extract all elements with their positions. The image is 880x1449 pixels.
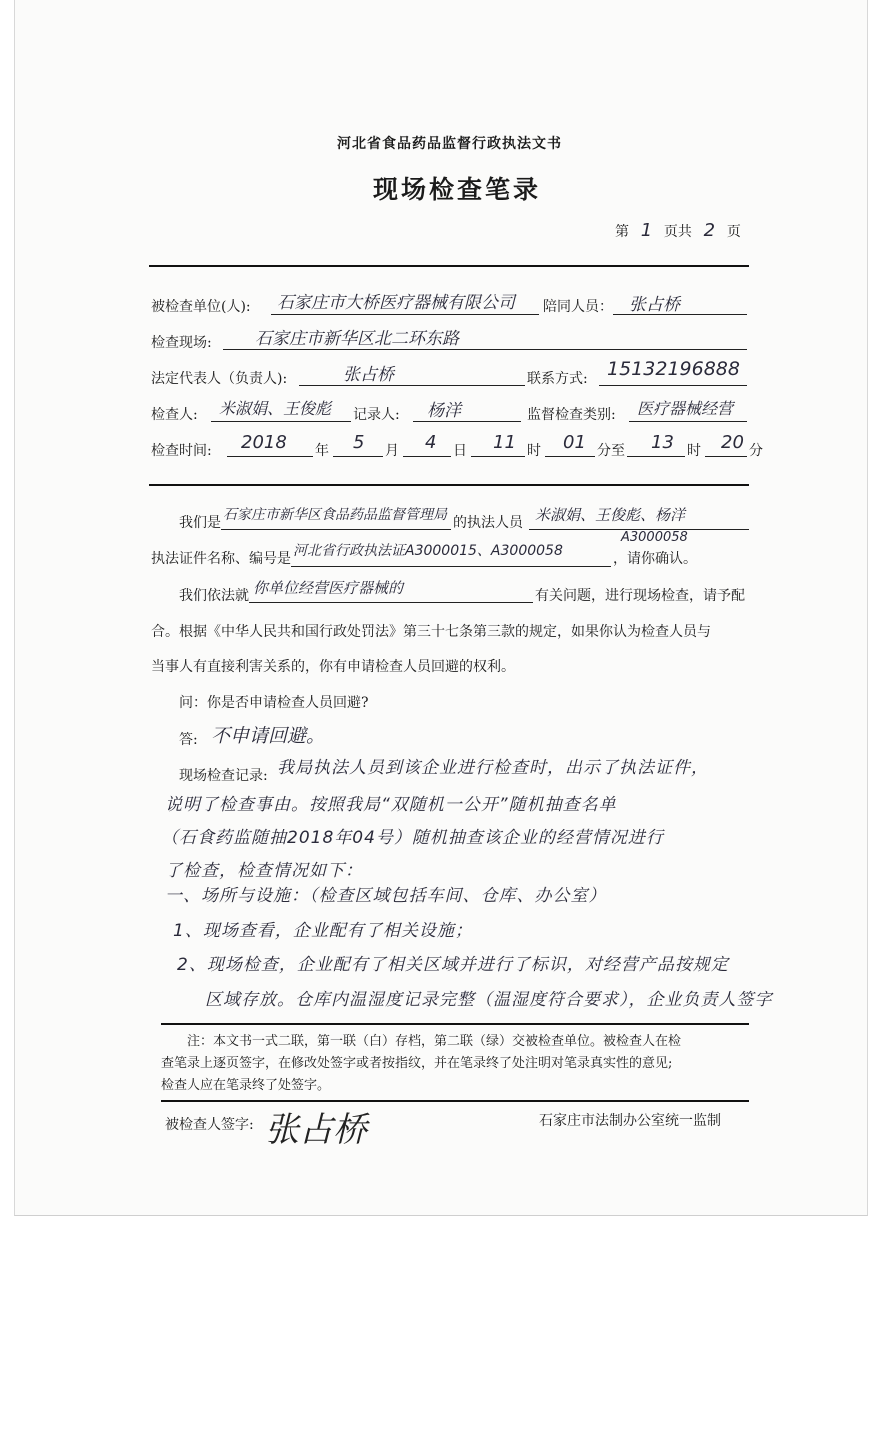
day-value: 4 [425, 432, 437, 453]
record-line-8: 区域存放。仓库内温湿度记录完整（温湿度符合要求），企业负责人签字 [205, 990, 773, 1010]
record-line-3: （石食药监随抽2018年04号）随机抽查该企业的经营情况进行 [161, 828, 664, 848]
record-label: 现场检查记录: [179, 768, 268, 784]
time-label: 检查时间: [151, 443, 212, 459]
p2-lead: 执法证件名称、编号是 [151, 551, 291, 567]
record-line-2: 说明了检查事由。按照我局“双随机一公开”随机抽查名单 [165, 795, 617, 815]
page-suffix: 页 [726, 224, 741, 240]
document-authority: 河北省食品药品监督行政执法文书 [337, 136, 562, 152]
p1-org: 石家庄市新华区食品药品监督管理局 [223, 507, 447, 523]
note-line-3: 检查人应在笔录终了处签字。 [161, 1078, 331, 1093]
companion-underline [613, 314, 747, 315]
category-label: 监督检查类别: [527, 407, 616, 423]
page-mid: 页共 [663, 224, 692, 240]
minute-unit: 分 [749, 443, 763, 459]
printer-credit: 石家庄市法制办公室统一监制 [539, 1113, 721, 1129]
record-line-1: 我局执法人员到该企业进行检查时，出示了执法证件， [277, 758, 709, 778]
unit-underline [271, 314, 539, 315]
minute-end-underline [705, 456, 747, 457]
recorder-label: 记录人: [353, 407, 400, 423]
document-title: 现场检查笔录 [373, 175, 542, 204]
contact-underline [599, 385, 747, 386]
inspector-underline [211, 421, 351, 422]
site-label: 检查现场: [151, 335, 212, 351]
page-number: 1 [640, 220, 653, 241]
year-unit: 年 [315, 443, 329, 459]
p3-topic: 你单位经营医疗器械的 [253, 579, 404, 597]
contact-value: 15132196888 [607, 358, 740, 380]
minute-end-value: 20 [721, 432, 744, 453]
record-line-6: 1、现场查看，企业配有了相关设施； [173, 921, 473, 941]
hour-start-value: 11 [493, 432, 516, 453]
page-counter [615, 220, 741, 241]
minute-start-value: 01 [563, 432, 586, 453]
p3-tail: 有关问题，进行现场检查，请予配 [535, 588, 745, 604]
unit-value: 石家庄市大桥医疗器械有限公司 [277, 293, 515, 313]
month-unit: 月 [385, 443, 399, 459]
question-text: 问：你是否申请检查人员回避? [179, 695, 369, 711]
minute-start-underline [545, 456, 595, 457]
note-top-rule [161, 1023, 749, 1025]
site-underline [223, 349, 747, 350]
inspector-value: 米淑娟、王俊彪 [219, 399, 332, 418]
year-value: 2018 [241, 432, 287, 453]
hour-end-underline [627, 456, 685, 457]
p2-ids-underline [291, 566, 611, 567]
p1-org-underline [221, 529, 451, 530]
p4-text: 合。根据《中华人民共和国行政处罚法》第三十七条第三款的规定，如果你认为检查人员与 [151, 624, 711, 640]
page-prefix: 第 [615, 224, 629, 240]
minute-to: 分至 [597, 443, 625, 459]
recorder-underline [413, 421, 521, 422]
scanned-document-page [14, 0, 868, 1216]
mid-rule [149, 484, 749, 486]
p2-ids-extra: A3000058 [621, 530, 688, 545]
page-total: 2 [703, 220, 716, 241]
month-value: 5 [353, 432, 365, 453]
year-underline [227, 456, 313, 457]
note-bottom-rule [161, 1100, 749, 1102]
inspector-label: 检查人: [151, 407, 198, 423]
hour-start-underline [471, 456, 525, 457]
p3-topic-underline [249, 602, 533, 603]
record-line-4: 了检查，检查情况如下： [165, 861, 363, 881]
p1-mid: 的执法人员 [453, 515, 523, 531]
site-value: 石家庄市新华区北二环东路 [255, 329, 459, 349]
p2-tail: ，请你确认。 [613, 551, 697, 567]
record-line-5: 一、场所与设施：（检查区域包括车间、仓库、办公室） [165, 886, 607, 906]
hour-unit-1: 时 [527, 443, 541, 459]
legal-underline [299, 385, 525, 386]
contact-label: 联系方式: [527, 371, 588, 387]
p3-lead: 我们依法就 [179, 588, 249, 604]
signer-signature: 张占桥 [265, 1110, 367, 1150]
legal-label: 法定代表人（负责人): [151, 371, 288, 387]
p2-ids: 河北省行政执法证A3000015、A3000058 [293, 543, 563, 559]
signer-label: 被检查人签字: [165, 1117, 254, 1133]
day-unit: 日 [453, 443, 467, 459]
month-underline [333, 456, 383, 457]
note-line-2: 查笔录上逐页签字，在修改处签字或者按指纹，并在笔录终了处注明对笔录真实性的意见; [161, 1056, 673, 1071]
note-line-1: 注：本文书一式二联，第一联（白）存档，第二联（绿）交被检查单位。被检查人在检 [187, 1034, 682, 1049]
p1-names: 米淑娟、王俊彪、杨洋 [535, 506, 686, 524]
top-rule [149, 265, 749, 267]
hour-end-value: 13 [651, 432, 674, 453]
p1-lead: 我们是 [179, 515, 221, 531]
p5-text: 当事人有直接利害关系的，你有申请检查人员回避的权利。 [151, 659, 515, 675]
day-underline [403, 456, 451, 457]
companion-value: 张占桥 [629, 295, 680, 315]
legal-value: 张占桥 [343, 365, 394, 385]
record-line-7: 2、现场检查，企业配有了相关区域并进行了标识，对经营产品按规定 [177, 955, 729, 975]
recorder-value: 杨洋 [427, 401, 461, 421]
hour-unit-2: 时 [687, 443, 701, 459]
answer-label: 答: [179, 732, 198, 748]
answer-value: 不申请回避。 [211, 725, 326, 747]
companion-label: 陪同人员： [543, 299, 613, 315]
category-value: 医疗器械经营 [637, 399, 734, 418]
unit-label: 被检查单位(人): [151, 299, 251, 315]
category-underline [629, 421, 747, 422]
